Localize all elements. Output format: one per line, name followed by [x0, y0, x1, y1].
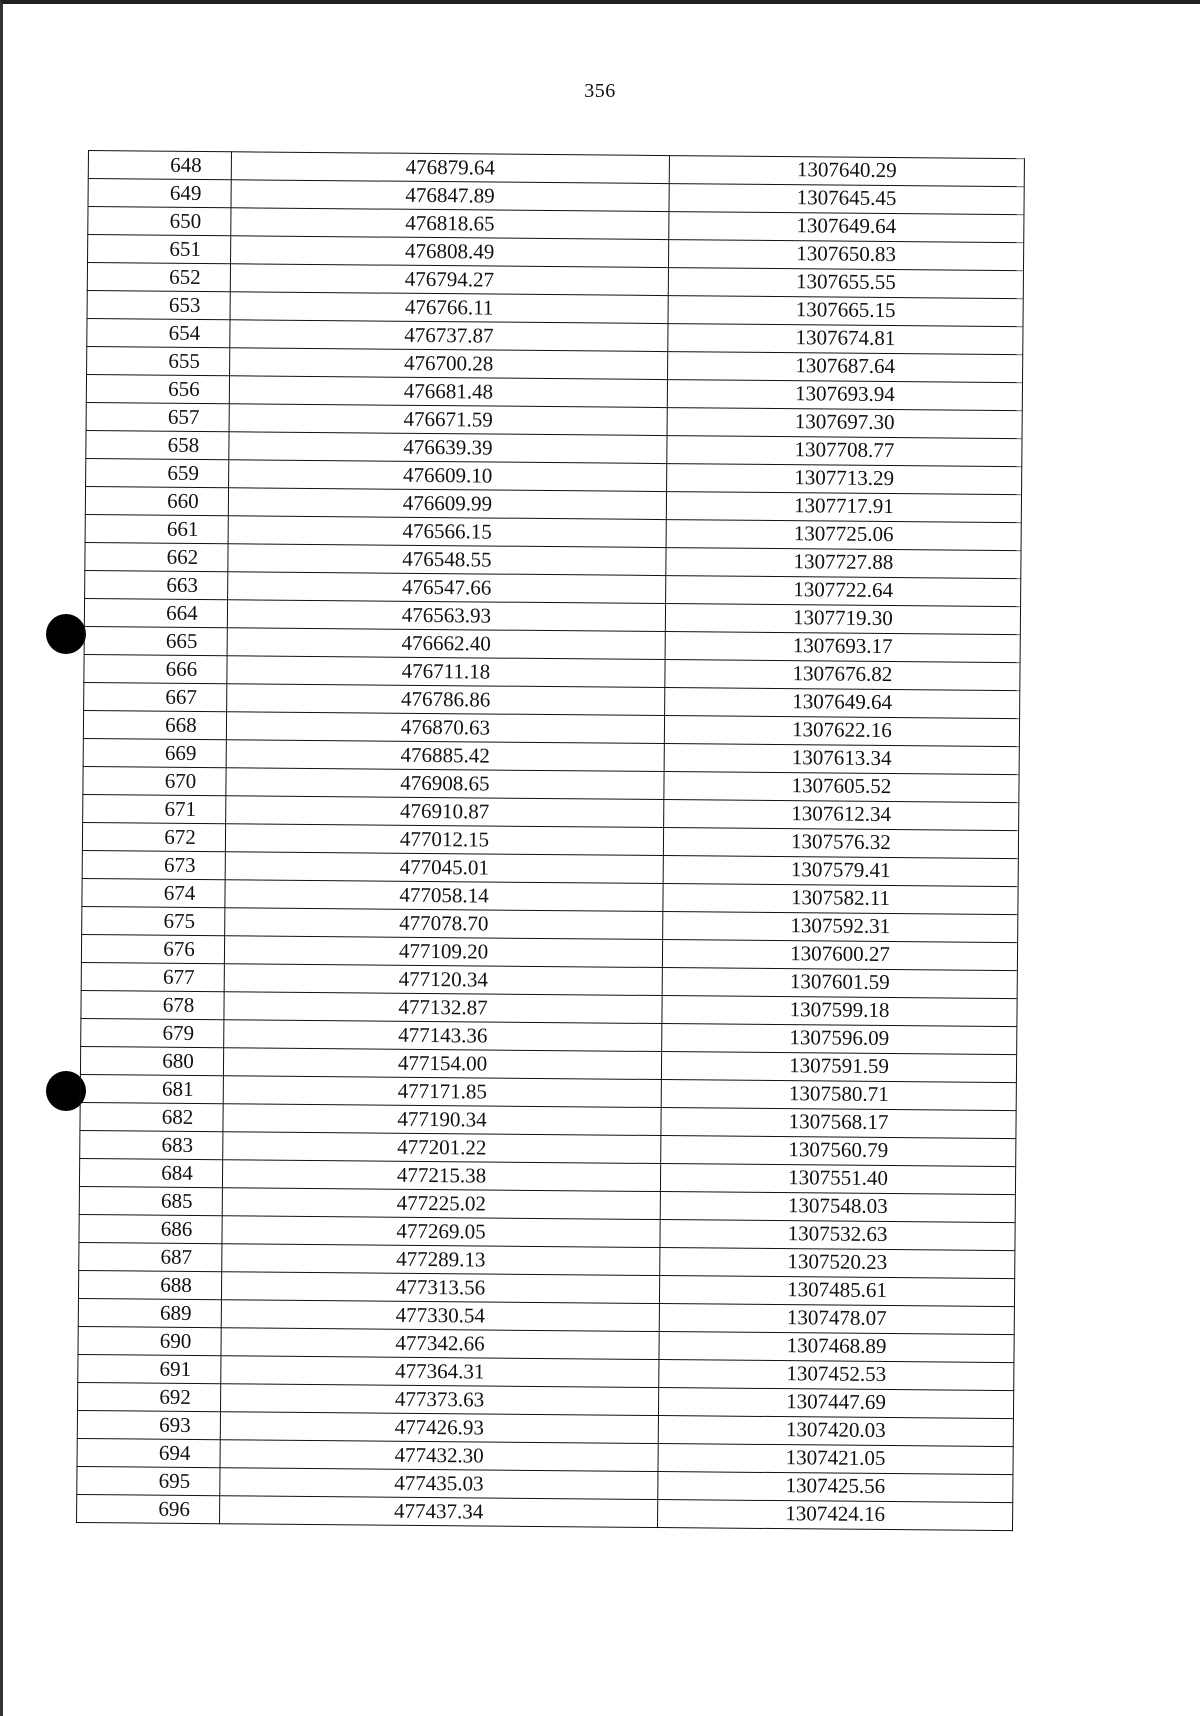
coordinates-table-body — [77, 151, 1025, 1531]
y-coordinate-cell: 1307674.81 — [668, 324, 1023, 355]
y-coordinate-cell: 1307727.88 — [666, 548, 1021, 579]
y-coordinate-cell: 1307425.56 — [658, 1472, 1013, 1503]
y-coordinate-cell: 1307605.52 — [664, 772, 1019, 803]
point-id-cell: 676 — [81, 934, 224, 963]
x-coordinate-cell: 477432.30 — [220, 1440, 658, 1472]
x-coordinate-cell: 476847.89 — [231, 180, 669, 212]
point-id-cell: 683 — [80, 1130, 223, 1159]
x-coordinate-cell: 476681.48 — [229, 376, 667, 408]
point-id-cell: 669 — [83, 738, 226, 767]
y-coordinate-cell: 1307649.64 — [669, 212, 1024, 243]
point-id-cell: 666 — [84, 654, 227, 683]
x-coordinate-cell: 477330.54 — [221, 1300, 659, 1332]
point-id-cell: 661 — [85, 514, 228, 543]
x-coordinate-cell: 477012.15 — [225, 824, 663, 856]
x-coordinate-cell: 477078.70 — [225, 908, 663, 940]
point-id-cell: 659 — [86, 458, 229, 487]
y-coordinate-cell: 1307665.15 — [668, 296, 1023, 327]
y-coordinate-cell: 1307485.61 — [659, 1276, 1014, 1307]
point-id-cell: 687 — [79, 1242, 222, 1271]
y-coordinate-cell: 1307708.77 — [667, 436, 1022, 467]
y-coordinate-cell: 1307580.71 — [661, 1080, 1016, 1111]
point-id-cell: 693 — [77, 1410, 220, 1439]
x-coordinate-cell: 476700.28 — [230, 348, 668, 380]
point-id-cell: 688 — [78, 1270, 221, 1299]
y-coordinate-cell: 1307592.31 — [663, 912, 1018, 943]
x-coordinate-cell: 476662.40 — [227, 628, 665, 660]
point-id-cell: 667 — [84, 682, 227, 711]
y-coordinate-cell: 1307579.41 — [663, 856, 1018, 887]
page-number: 356 — [584, 80, 616, 102]
y-coordinate-cell: 1307582.11 — [663, 884, 1018, 915]
point-id-cell: 668 — [83, 710, 226, 739]
y-coordinate-cell: 1307548.03 — [660, 1192, 1015, 1223]
x-coordinate-cell: 476639.39 — [229, 432, 667, 464]
y-coordinate-cell: 1307640.29 — [669, 156, 1024, 187]
y-coordinate-cell: 1307576.32 — [663, 828, 1018, 859]
point-id-cell: 684 — [79, 1158, 222, 1187]
x-coordinate-cell: 477342.66 — [221, 1328, 659, 1360]
x-coordinate-cell: 476737.87 — [230, 320, 668, 352]
x-coordinate-cell: 477313.56 — [221, 1272, 659, 1304]
point-id-cell: 689 — [78, 1298, 221, 1327]
point-id-cell: 685 — [79, 1186, 222, 1215]
x-coordinate-cell: 476563.93 — [227, 600, 665, 632]
x-coordinate-cell: 477143.36 — [224, 1020, 662, 1052]
point-id-cell: 682 — [80, 1102, 223, 1131]
point-id-cell: 660 — [85, 486, 228, 515]
point-id-cell: 670 — [83, 766, 226, 795]
point-id-cell: 674 — [82, 878, 225, 907]
y-coordinate-cell: 1307447.69 — [658, 1388, 1013, 1419]
x-coordinate-cell: 476766.11 — [230, 292, 668, 324]
x-coordinate-cell: 476609.99 — [228, 488, 666, 520]
point-id-cell: 696 — [77, 1494, 220, 1523]
x-coordinate-cell: 476548.55 — [228, 544, 666, 576]
y-coordinate-cell: 1307599.18 — [662, 996, 1017, 1027]
point-id-cell: 694 — [77, 1438, 220, 1467]
x-coordinate-cell: 476547.66 — [228, 572, 666, 604]
y-coordinate-cell: 1307532.63 — [660, 1220, 1015, 1251]
y-coordinate-cell: 1307612.34 — [664, 800, 1019, 831]
y-coordinate-cell: 1307645.45 — [669, 184, 1024, 215]
y-coordinate-cell: 1307568.17 — [661, 1108, 1016, 1139]
x-coordinate-cell: 477154.00 — [223, 1048, 661, 1080]
x-coordinate-cell: 477201.22 — [223, 1132, 661, 1164]
x-coordinate-cell: 476609.10 — [229, 460, 667, 492]
point-id-cell: 680 — [80, 1046, 223, 1075]
y-coordinate-cell: 1307676.82 — [665, 660, 1020, 691]
point-id-cell: 692 — [78, 1382, 221, 1411]
point-id-cell: 690 — [78, 1326, 221, 1355]
x-coordinate-cell: 476818.65 — [231, 208, 669, 240]
x-coordinate-cell: 477426.93 — [220, 1412, 658, 1444]
y-coordinate-cell: 1307478.07 — [659, 1304, 1014, 1335]
y-coordinate-cell: 1307551.40 — [660, 1164, 1015, 1195]
y-coordinate-cell: 1307655.55 — [668, 268, 1023, 299]
y-coordinate-cell: 1307713.29 — [667, 464, 1022, 495]
point-id-cell: 648 — [88, 151, 231, 180]
point-id-cell: 663 — [85, 570, 228, 599]
x-coordinate-cell: 477120.34 — [224, 964, 662, 996]
coordinates-table-container — [76, 150, 1024, 1531]
point-id-cell: 691 — [78, 1354, 221, 1383]
point-id-cell: 651 — [88, 235, 231, 264]
x-coordinate-cell: 476808.49 — [231, 236, 669, 268]
point-id-cell: 662 — [85, 542, 228, 571]
y-coordinate-cell: 1307725.06 — [666, 520, 1021, 551]
x-coordinate-cell: 476870.63 — [226, 712, 664, 744]
point-id-cell: 655 — [87, 346, 230, 375]
point-id-cell: 681 — [80, 1074, 223, 1103]
x-coordinate-cell: 477109.20 — [224, 936, 662, 968]
point-id-cell: 650 — [88, 207, 231, 236]
point-id-cell: 664 — [84, 598, 227, 627]
x-coordinate-cell: 476908.65 — [226, 768, 664, 800]
y-coordinate-cell: 1307424.16 — [658, 1500, 1013, 1531]
y-coordinate-cell: 1307421.05 — [658, 1444, 1013, 1475]
point-id-cell: 672 — [82, 822, 225, 851]
x-coordinate-cell: 476879.64 — [231, 152, 669, 184]
point-id-cell: 686 — [79, 1214, 222, 1243]
y-coordinate-cell: 1307420.03 — [658, 1416, 1013, 1447]
coordinates-table — [76, 150, 1025, 1531]
y-coordinate-cell: 1307520.23 — [660, 1248, 1015, 1279]
point-id-cell: 658 — [86, 430, 229, 459]
point-id-cell: 673 — [82, 850, 225, 879]
x-coordinate-cell: 477373.63 — [220, 1384, 658, 1416]
point-id-cell: 652 — [87, 263, 230, 292]
x-coordinate-cell: 476671.59 — [229, 404, 667, 436]
y-coordinate-cell: 1307560.79 — [661, 1136, 1016, 1167]
point-id-cell: 656 — [86, 374, 229, 403]
point-id-cell: 679 — [81, 1018, 224, 1047]
y-coordinate-cell: 1307601.59 — [662, 968, 1017, 999]
y-coordinate-cell: 1307649.64 — [665, 688, 1020, 719]
point-id-cell: 678 — [81, 990, 224, 1019]
point-id-cell: 657 — [86, 402, 229, 431]
point-id-cell: 653 — [87, 290, 230, 319]
y-coordinate-cell: 1307600.27 — [662, 940, 1017, 971]
point-id-cell: 695 — [77, 1466, 220, 1495]
point-id-cell: 654 — [87, 318, 230, 347]
y-coordinate-cell: 1307452.53 — [659, 1360, 1014, 1391]
y-coordinate-cell: 1307687.64 — [668, 352, 1023, 383]
x-coordinate-cell: 477058.14 — [225, 880, 663, 912]
y-coordinate-cell: 1307596.09 — [662, 1024, 1017, 1055]
x-coordinate-cell: 477289.13 — [222, 1244, 660, 1276]
x-coordinate-cell: 476566.15 — [228, 516, 666, 548]
x-coordinate-cell: 477215.38 — [222, 1160, 660, 1192]
x-coordinate-cell: 477225.02 — [222, 1188, 660, 1220]
x-coordinate-cell: 476786.86 — [227, 684, 665, 716]
x-coordinate-cell: 476885.42 — [226, 740, 664, 772]
x-coordinate-cell: 477269.05 — [222, 1216, 660, 1248]
x-coordinate-cell: 476711.18 — [227, 656, 665, 688]
y-coordinate-cell: 1307622.16 — [664, 716, 1019, 747]
y-coordinate-cell: 1307697.30 — [667, 408, 1022, 439]
x-coordinate-cell: 477045.01 — [225, 852, 663, 884]
y-coordinate-cell: 1307650.83 — [668, 240, 1023, 271]
x-coordinate-cell: 476910.87 — [226, 796, 664, 828]
y-coordinate-cell: 1307613.34 — [664, 744, 1019, 775]
y-coordinate-cell: 1307468.89 — [659, 1332, 1014, 1363]
x-coordinate-cell: 476794.27 — [230, 264, 668, 296]
point-id-cell: 671 — [83, 794, 226, 823]
x-coordinate-cell: 477132.87 — [224, 992, 662, 1024]
y-coordinate-cell: 1307717.91 — [666, 492, 1021, 523]
x-coordinate-cell: 477435.03 — [220, 1468, 658, 1500]
y-coordinate-cell: 1307693.17 — [665, 632, 1020, 663]
punch-hole-mark — [46, 614, 86, 654]
x-coordinate-cell: 477437.34 — [220, 1496, 658, 1528]
point-id-cell: 649 — [88, 179, 231, 208]
point-id-cell: 675 — [82, 906, 225, 935]
y-coordinate-cell: 1307591.59 — [661, 1052, 1016, 1083]
point-id-cell: 677 — [81, 962, 224, 991]
point-id-cell: 665 — [84, 626, 227, 655]
x-coordinate-cell: 477171.85 — [223, 1076, 661, 1108]
y-coordinate-cell: 1307719.30 — [665, 604, 1020, 635]
x-coordinate-cell: 477364.31 — [221, 1356, 659, 1388]
y-coordinate-cell: 1307722.64 — [666, 576, 1021, 607]
x-coordinate-cell: 477190.34 — [223, 1104, 661, 1136]
y-coordinate-cell: 1307693.94 — [667, 380, 1022, 411]
